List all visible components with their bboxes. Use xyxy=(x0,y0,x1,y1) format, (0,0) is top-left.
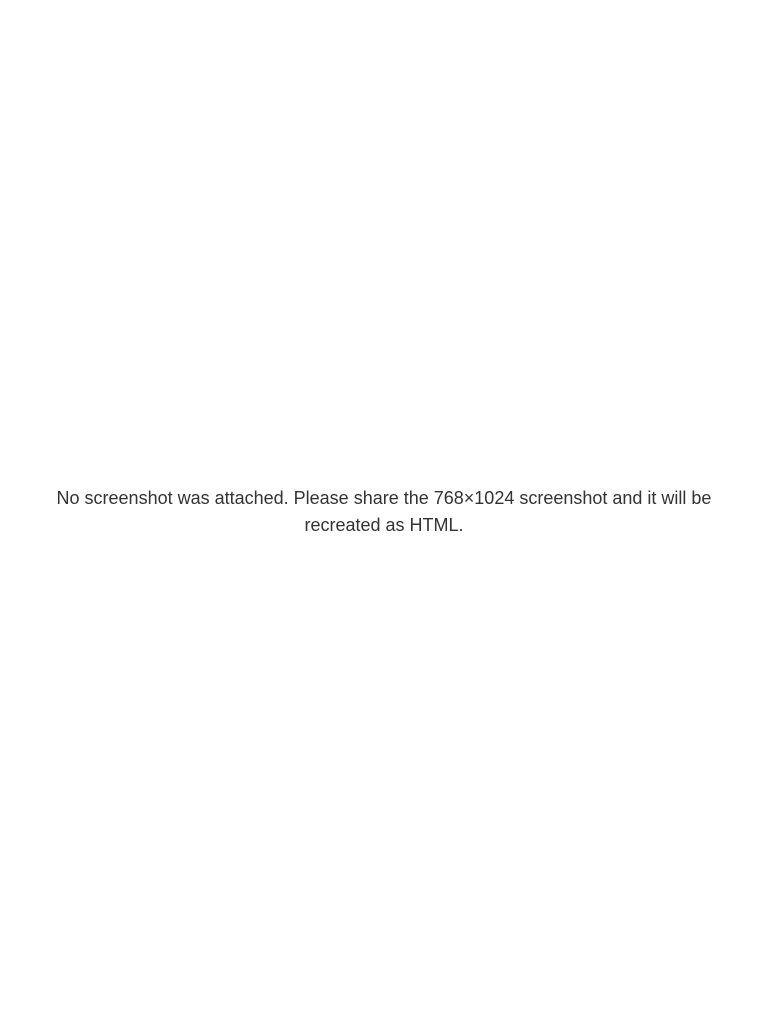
placeholder-message: No screenshot was attached. Please share the 768×1024 screenshot and it will be recreated as HTML. xyxy=(56,488,712,535)
